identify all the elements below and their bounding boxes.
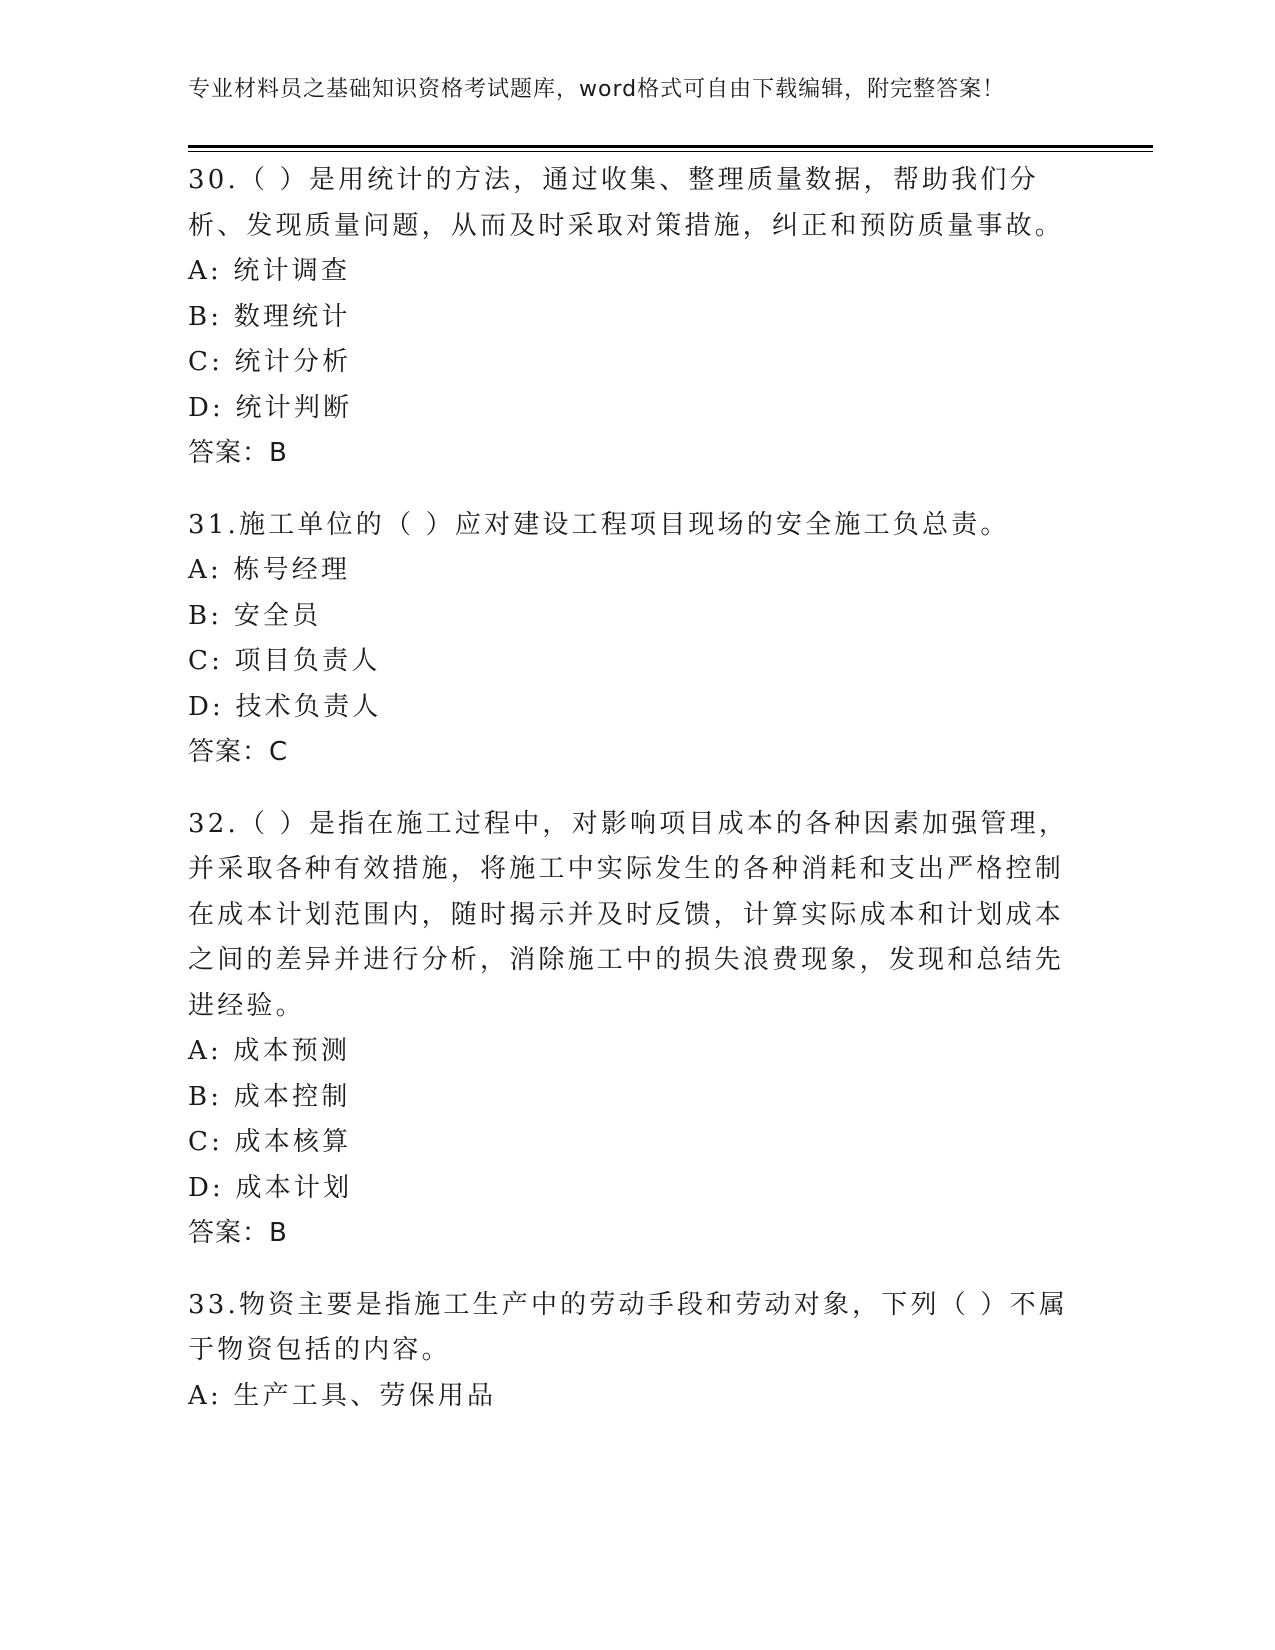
header-rule-thin [188,151,1153,152]
page-header: 专业材料员之基础知识资格考试题库，word格式可自由下载编辑，附完整答案！ [188,77,1006,102]
question-list [188,158,1068,1445]
option-c: C: 成本核算 [188,1127,352,1157]
question-32 [188,802,1068,1257]
question-stem: 33.物资主要是指施工生产中的劳动手段和劳动对象，下列（ ）不属于物资包括的内容。 [188,1289,1069,1365]
question-stem: 30.（ ）是用统计的方法，通过收集、整理质量数据，帮助我们分析、发现质量问题，从而及时采取对策措施，纠正和预防质量事故。 [188,165,1065,241]
option-d: D: 统计判断 [188,392,353,423]
option-b: B: 数理统计 [188,301,351,332]
question-stem: 31.施工单位的（ ）应对建设工程项目现场的安全施工负总责。 [188,509,1010,540]
option-c: C: 统计分析 [188,347,352,377]
answer-line: 答案：C [188,737,289,767]
option-c: C: 项目负责人 [188,646,381,676]
question-33 [188,1283,1068,1420]
question-stem: 32.（ ）是指在施工过程中，对影响项目成本的各种因素加强管理，并采取各种有效措施，将施工中实际发生的各种消耗和支出严格控制在成本计划范围内，随时揭示并及时反馈，计算实际成本和计划成本之间的差异并进行分析，消除施工中的损失浪费现象，发现和总结先进经验。 [188,808,1069,1021]
answer-line: 答案：B [188,1218,288,1248]
answer-line: 答案：B [188,438,288,468]
option-a: A: 生产工具、劳保用品 [188,1380,497,1411]
option-b: B: 成本控制 [188,1081,351,1112]
option-b: B: 安全员 [188,600,322,631]
option-a: A: 统计调查 [188,256,351,286]
header-rule-thick [188,145,1153,148]
option-d: D: 成本计划 [188,1172,353,1203]
option-a: A: 栋号经理 [188,555,351,585]
option-d: D: 技术负责人 [188,691,382,722]
question-30 [188,158,1068,477]
question-31 [188,503,1068,776]
option-a: A: 成本预测 [188,1036,351,1066]
